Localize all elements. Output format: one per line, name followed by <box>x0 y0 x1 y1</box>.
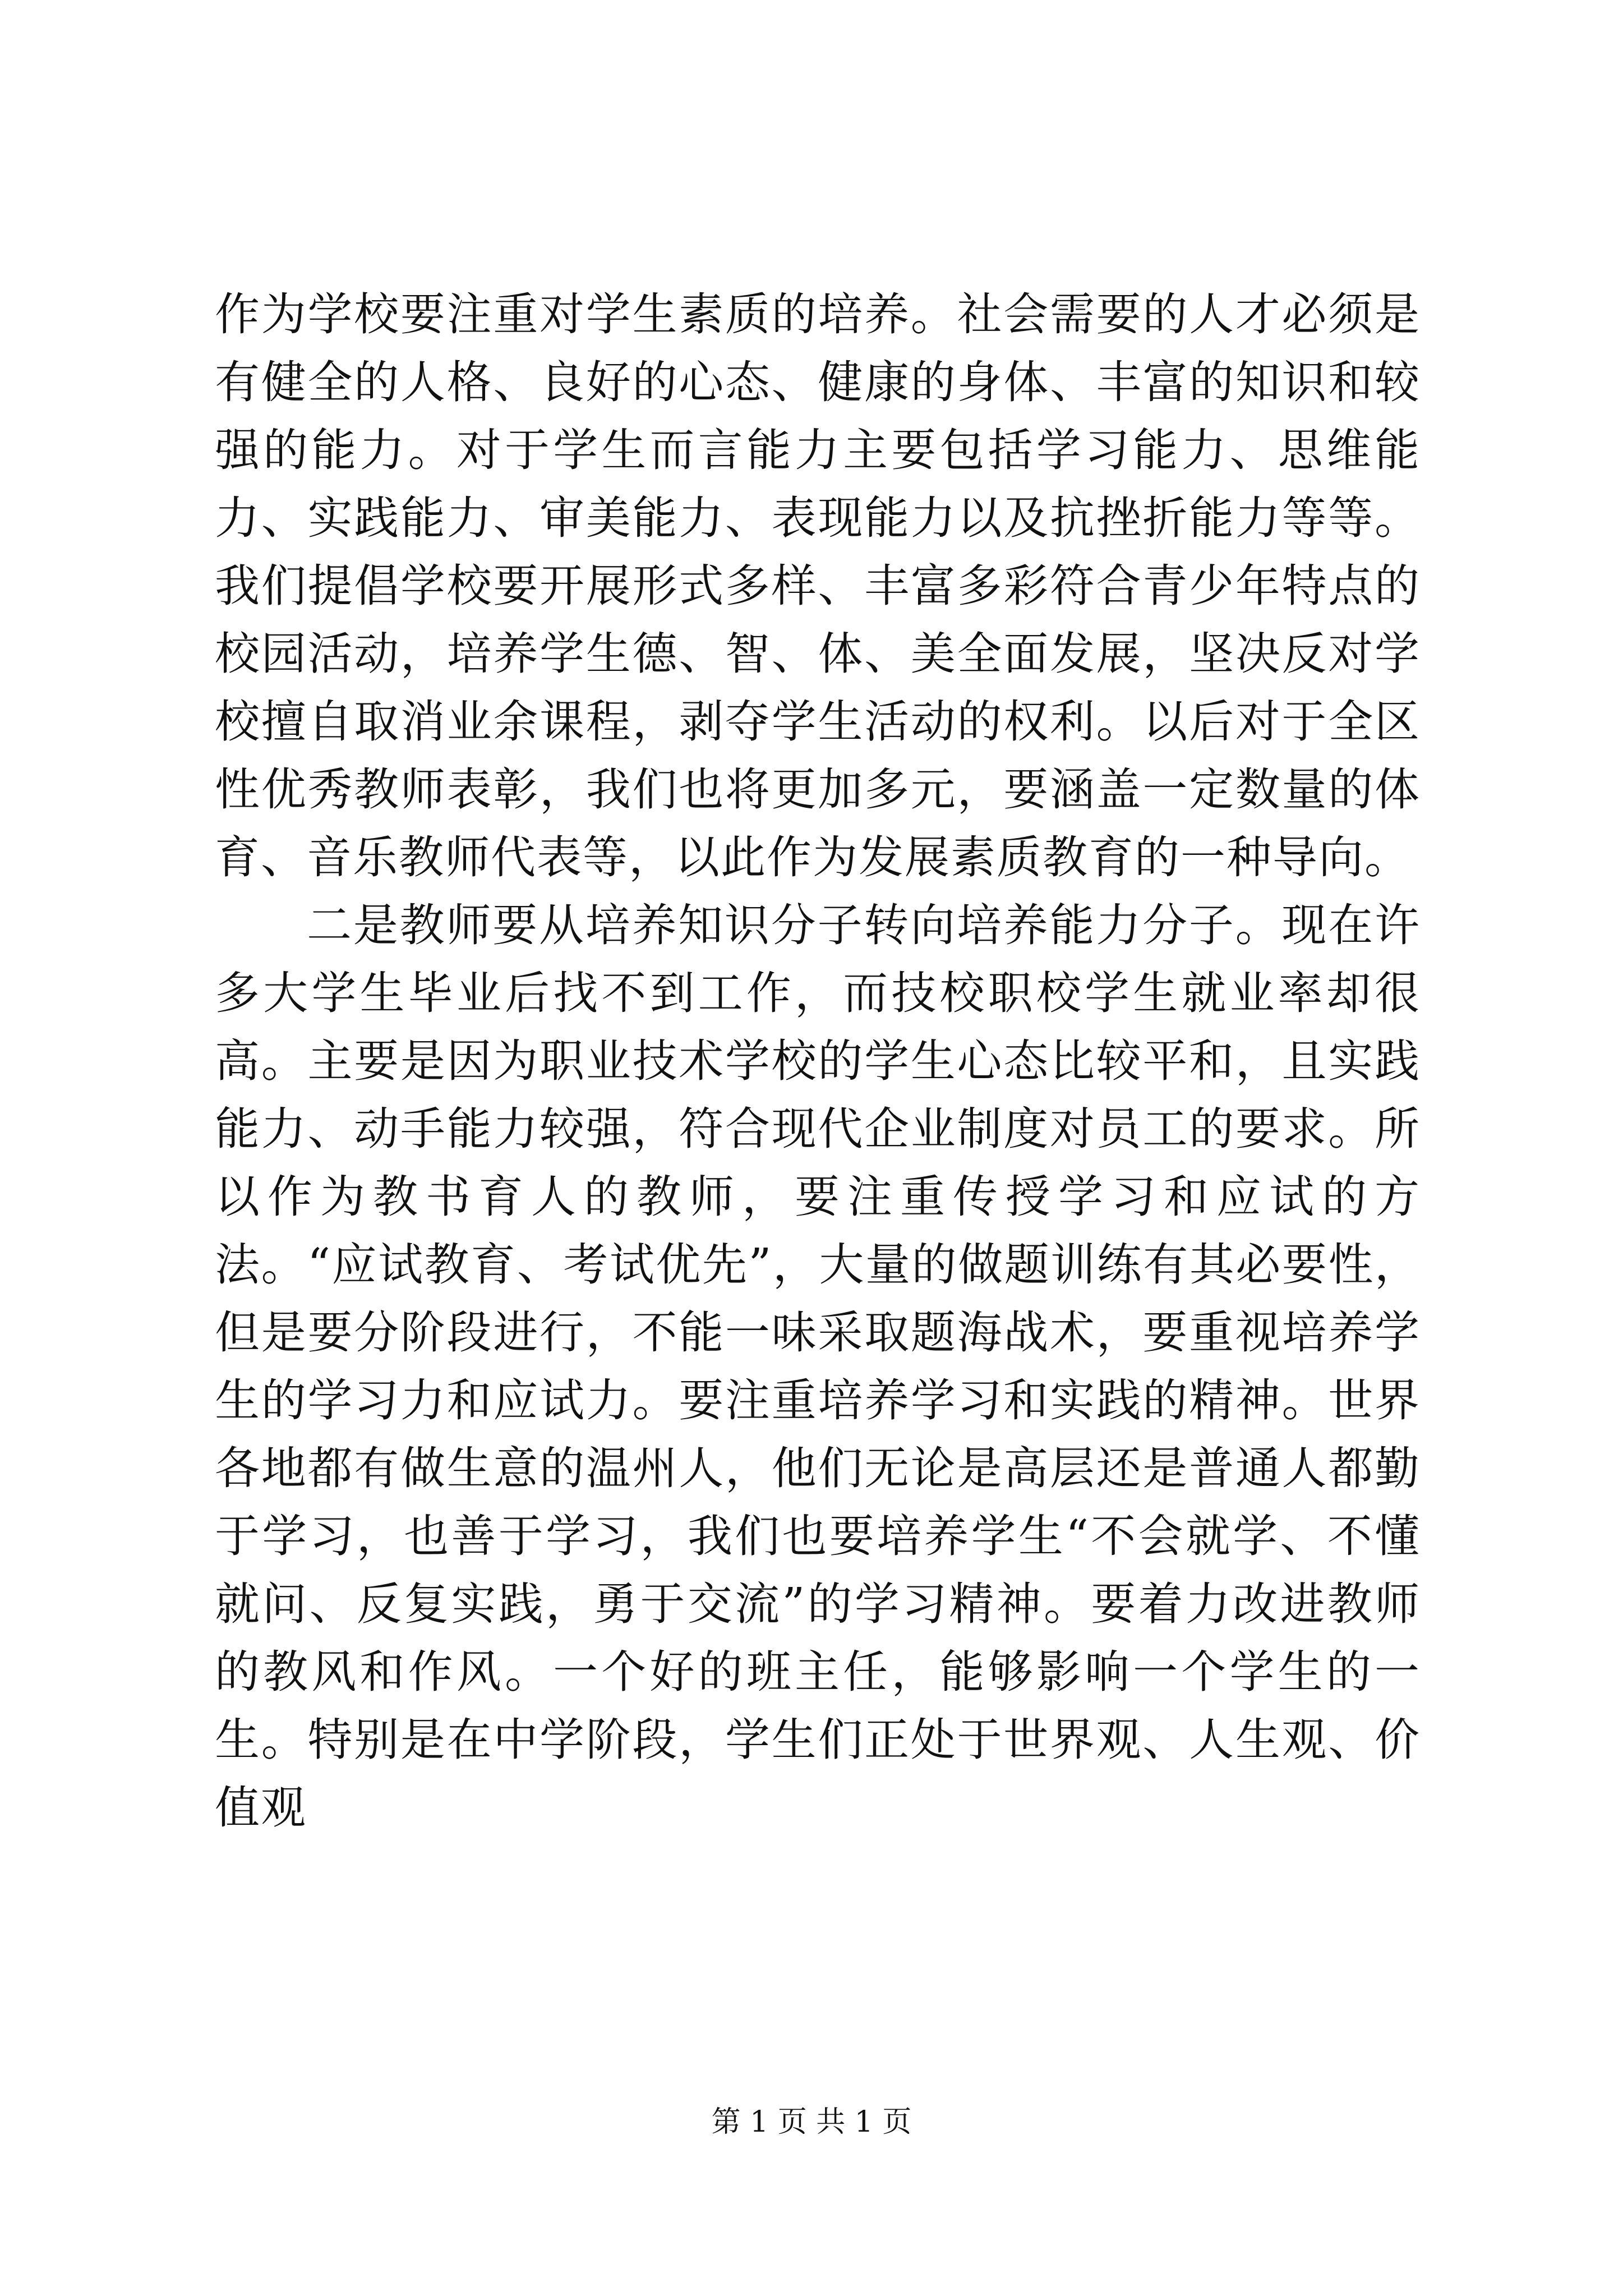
page-footer: 第 1 页 共 1 页 <box>711 2105 912 2139</box>
paragraph-2: 二是教师要从培养知识分子转向培养能力分子。现在许多大学生毕业后找不到工作，而技校职校学生就业率却很高。主要是因为职业技术学校的学生心态比较平和，且实践能力、动手能力较强，符合现代企业制度对员工的要求。所以作为教书育人的教师，要注重传授学习和应试的方法。“应试教育、考试优先”，大量的做题训练有其必要性，但是要分阶段进行，不能一味采取题海战术，要重视培养学生的学习力和应试力。要注重培养学习和实践的精神。世界各地都有做生意的温州人，他们无论是高层还是普通人都勤于学习，也善于学习，我们也要培养学生“不会就学、不懂就问、反复实践，勇于交流”的学习精神。要着力改进教师的教风和作风。一个好的班主任，能够影响一个学生的一生。特别是在中学阶段，学生们正处于世界观、人生观、价值观 <box>215 899 1421 1834</box>
paragraph-1: 作为学校要注重对学生素质的培养。社会需要的人才必须是有健全的人格、良好的心态、健康的身体、丰富的知识和较强的能力。对于学生而言能力主要包括学习能力、思维能力、实践能力、审美能力、表现能力以及抗挫折能力等等。我们提倡学校要开展形式多样、丰富多彩符合青少年特点的校园活动，培养学生德、智、体、美全面发展，坚决反对学校擅自取消业余课程，剥夺学生活动的权利。以后对于全区性优秀教师表彰，我们也将更加多元，要涵盖一定数量的体育、音乐教师代表等，以此作为发展素质教育的一种导向。 <box>215 288 1421 884</box>
document-body <box>215 280 1421 1842</box>
